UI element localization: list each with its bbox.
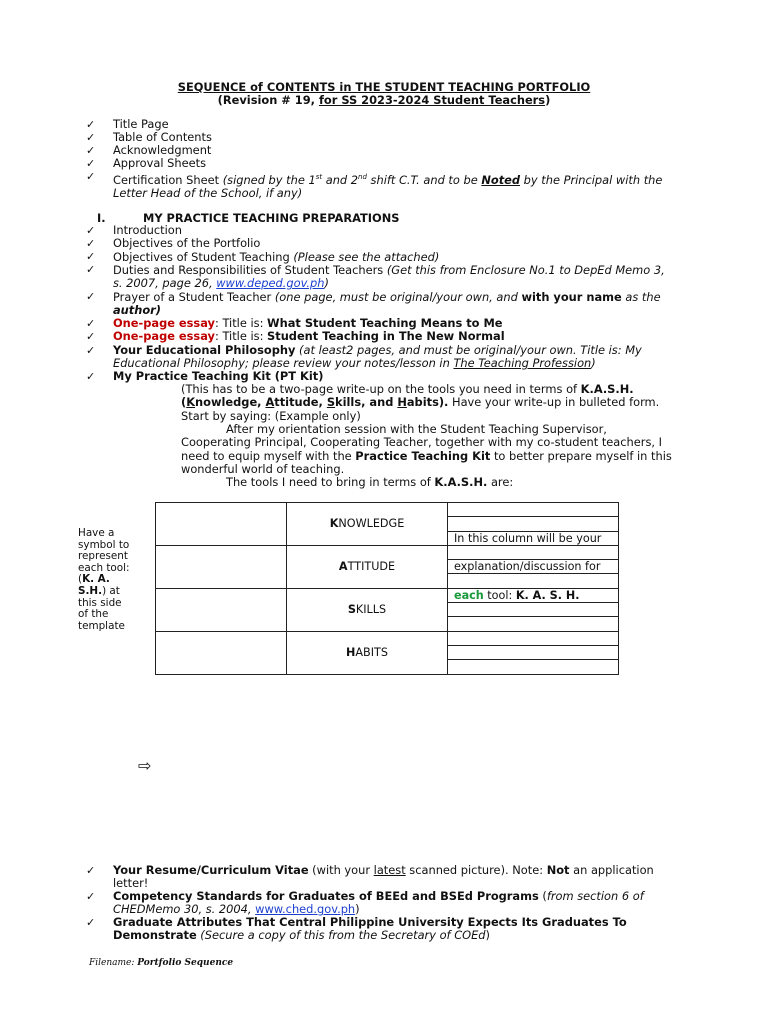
item-table-of-contents: Table of Contents (113, 130, 212, 144)
item-graduate-attributes: Graduate Attributes That Central Philippine University Expects Its Graduates To Demonstrate (Secure a copy of this from the Secretary of COEd) (113, 915, 627, 942)
ptkit-paragraph-2: After my orientation session with the Student Teaching Supervisor, Cooperating Principal, Cooperating Teacher, together with my co-student teachers, I need to equip myself with the Practice Teaching Kit to better prepare myself in this wonderful world of teaching. (181, 422, 672, 477)
check-icon: ✓ (86, 370, 96, 383)
check-icon: ✓ (86, 864, 96, 877)
item-objectives-student-teaching: Objectives of Student Teaching (Please see the attached) (113, 250, 440, 264)
check-icon: ✓ (86, 131, 96, 144)
check-icon: ✓ (86, 144, 96, 157)
check-icon: ✓ (86, 344, 96, 357)
item-resume: Your Resume/Curriculum Vitae (with your latest scanned picture). Note: Not an application letter! (113, 863, 654, 890)
item-prayer: Prayer of a Student Teacher (one page, must be original/your own, and with your name as the author) (113, 290, 661, 317)
check-icon: ✓ (86, 263, 96, 276)
check-icon: ✓ (86, 330, 96, 343)
symbol-cell (156, 503, 287, 546)
check-icon: ✓ (86, 237, 96, 250)
symbol-cell (156, 588, 287, 631)
item-essay-2: One-page essay: Title is: Student Teaching in The New Normal (113, 329, 505, 343)
item-approval-sheets: Approval Sheets (113, 156, 207, 170)
check-icon: ✓ (86, 916, 96, 929)
check-icon: ✓ (86, 157, 96, 170)
arrow-icon: ⇨ (138, 756, 152, 775)
item-title-page: Title Page (113, 117, 169, 131)
kash-label-habits: HABITS (287, 631, 448, 674)
check-icon: ✓ (86, 224, 96, 237)
kash-label-attitude: ATTITUDE (287, 545, 448, 588)
item-essay-1: One-page essay: Title is: What Student Teaching Means to Me (113, 316, 503, 330)
check-icon: ✓ (86, 290, 96, 303)
item-competency-standards: Competency Standards for Graduates of BEEd and BSEd Programs (from section 6 of CHEDMemo 30, s. 2004, www.ched.gov.ph) (113, 889, 644, 916)
section-number: I. (97, 211, 106, 225)
item-acknowledgment: Acknowledgment (113, 143, 212, 157)
check-icon: ✓ (86, 250, 96, 263)
col3-line3: each tool: K. A. S. H. (448, 588, 619, 602)
item-duties: Duties and Responsibilities of Student Teachers (Get this from Enclosure No.1 to DepEd Memo 3, s. 2007, page 26, www.deped.gov.ph) (113, 263, 665, 290)
check-icon: ✓ (86, 890, 96, 903)
item-educational-philosophy: Your Educational Philosophy (at least2 pages, and must be original/your own. Title is: My Educational Philosophy; please review your notes/lesson in The Teaching Profession) (113, 343, 642, 370)
side-note: Have a symbol to represent each tool: (K. A. S.H.) at this side of the template (78, 527, 130, 632)
symbol-cell (156, 631, 287, 674)
item-certification-sheet: Certification Sheet (signed by the 1st and 2nd shift C.T. and to be Noted by the Principal with the Letter Head of the School, if any) (113, 172, 663, 200)
ptkit-paragraph-1: (This has to be a two-page write-up on the tools you need in terms of K.A.S.H. (Knowledge, Attitude, Skills, and Habits). Have your write-up in bulleted form. Start by saying: (Example only) (181, 382, 660, 423)
check-icon: ✓ (86, 317, 96, 330)
symbol-cell (156, 545, 287, 588)
footer-filename: Filename: Portfolio Sequence (89, 958, 234, 968)
kash-label-knowledge: KNOWLEDGE (287, 503, 448, 546)
check-icon: ✓ (86, 118, 96, 131)
col3-line2: explanation/discussion for (448, 560, 619, 574)
item-pt-kit: My Practice Teaching Kit (PT Kit) (113, 369, 324, 383)
deped-link[interactable]: www.deped.gov.ph (216, 276, 325, 290)
col3-line1: In this column will be your (448, 531, 619, 545)
kash-label-skills: SKILLS (287, 588, 448, 631)
kash-table (155, 502, 619, 675)
ched-link[interactable]: www.ched.gov.ph (255, 902, 356, 916)
doc-title-line1: SEQUENCE of CONTENTS in THE STUDENT TEACHING PORTFOLIO (177, 80, 591, 94)
ptkit-paragraph-3: The tools I need to bring in terms of K.A.S.H. are: (226, 475, 514, 489)
doc-title-line2: (Revision # 19, for SS 2023-2024 Student Teachers) (217, 93, 551, 107)
item-objectives-portfolio: Objectives of the Portfolio (113, 236, 261, 250)
section-title: MY PRACTICE TEACHING PREPARATIONS (143, 211, 400, 225)
check-icon: ✓ (86, 170, 96, 183)
item-introduction: Introduction (113, 223, 182, 237)
